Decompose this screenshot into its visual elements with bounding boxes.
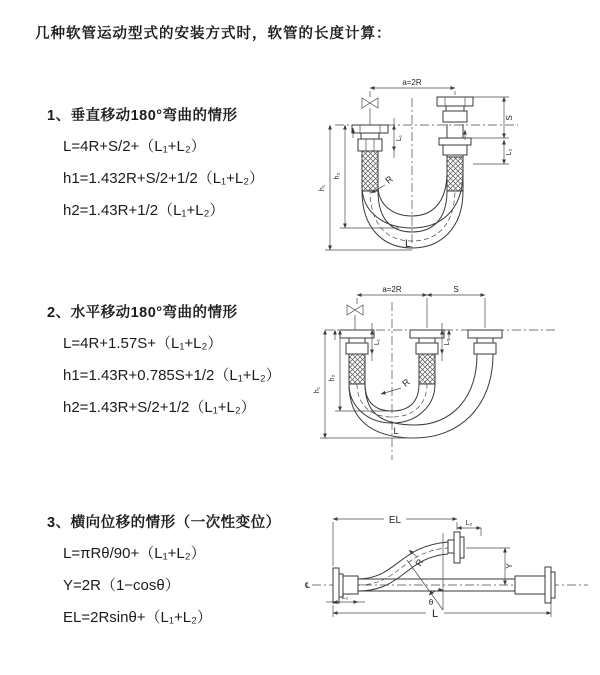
section-2-heading: 2、水平移动180°弯曲的情形 — [47, 305, 238, 321]
dim-label-h1: h₁ — [314, 386, 321, 394]
angle-label-theta: θ — [428, 598, 434, 607]
diagram-lateral-displacement — [300, 505, 595, 660]
formula-L: L=4R+1.57S+（L₁+L₂） — [63, 335, 223, 352]
dim-label-r: R — [413, 557, 426, 568]
right-flange-straight — [515, 567, 555, 603]
angle-construction — [407, 533, 443, 610]
dim-label-r: R — [400, 376, 412, 389]
dimension-l1 — [326, 594, 365, 602]
formula-h1: h1=1.43R+0.785S+1/2（L₁+L₂） — [63, 367, 281, 384]
dim-label-s: S — [505, 115, 514, 121]
dim-label-l2: L₂ — [444, 338, 451, 346]
middle-flange-assembly — [410, 330, 444, 384]
formula-h2: h2=1.43R+1/2（L₁+L₂） — [63, 202, 225, 219]
section-vertical-movement — [47, 104, 327, 233]
left-flange-assembly — [340, 330, 374, 384]
dim-label-a2r: a=2R — [402, 78, 422, 87]
dimension-l2 — [473, 140, 513, 164]
dim-label-l2: L₂ — [465, 520, 473, 527]
centerline-symbol: ℄ — [305, 581, 311, 590]
dim-label-y: Y — [505, 563, 514, 569]
section-1-heading: 1、垂直移动180°弯曲的情形 — [47, 108, 238, 124]
dim-label-s: S — [453, 285, 459, 294]
dim-label-a2r: a=2R — [382, 285, 402, 294]
braided-hose-section — [419, 354, 435, 384]
dimension-l1 — [394, 118, 403, 158]
page-title: 几种软管运动型式的安装方式时，软管的长度计算： — [35, 26, 392, 42]
dim-label-h2: h₂ — [329, 374, 336, 382]
dim-label-l: L — [393, 426, 399, 436]
formula-L: L=πRθ/90+（L₁+L₂） — [63, 545, 206, 562]
dim-label-r: R — [383, 173, 395, 186]
dim-label-l: L — [404, 238, 412, 250]
formula-L: L=4R+S/2+（L₁+L₂） — [63, 138, 206, 155]
diagram-1-drawing — [313, 76, 568, 256]
diagram-vertical-u-bend — [313, 76, 568, 256]
dim-label-h2: h₂ — [334, 172, 341, 180]
dimension-l2 — [442, 323, 451, 361]
diagram-horizontal-u-bend — [310, 282, 570, 467]
dim-label-l1: L₁ — [396, 134, 403, 142]
valve-symbol — [347, 305, 363, 330]
braided-hose-section — [447, 157, 463, 191]
valve-symbol — [362, 98, 378, 125]
diagram-2-drawing — [310, 282, 570, 467]
dimension-l — [333, 603, 551, 620]
section-horizontal-movement — [47, 301, 327, 430]
left-flange-assembly — [352, 125, 388, 191]
right-flange-moved-position — [468, 330, 502, 354]
dimension-s — [471, 97, 514, 138]
dim-label-l1: L₁ — [374, 338, 381, 346]
dim-label-l: L — [431, 608, 439, 620]
hose-displaced-position — [358, 542, 448, 591]
formula-h1: h1=1.432R+S/2+1/2（L₁+L₂） — [63, 170, 265, 187]
radius-callout — [409, 550, 426, 568]
section-3-heading: 3、横向位移的情形（一次性变位） — [47, 515, 281, 531]
braided-hose-section — [349, 354, 365, 384]
dim-label-l1: L₁ — [341, 594, 349, 601]
diagram-3-drawing — [300, 505, 595, 660]
dimension-a-2r — [370, 78, 455, 97]
dimension-l2 — [457, 520, 481, 536]
formula-EL: EL=2Rsinθ+（L₁+L₂） — [63, 609, 212, 626]
radius-callout — [381, 376, 412, 394]
dim-label-h1: h₁ — [319, 184, 326, 192]
dim-label-l2: L₂ — [506, 148, 513, 156]
dimension-s — [427, 285, 485, 328]
right-flange-upper-position — [437, 97, 473, 122]
dimension-l1 — [372, 323, 381, 361]
dim-label-el: EL — [388, 515, 402, 526]
braided-hose-section — [362, 151, 378, 191]
right-flange-lower-position — [439, 138, 471, 191]
upper-flange-displaced — [448, 532, 464, 563]
formula-h2: h2=1.43R+S/2+1/2（L₁+L₂） — [63, 399, 256, 416]
dimension-el — [333, 515, 457, 566]
section-lateral-displacement — [47, 511, 327, 640]
formula-Y: Y=2R（1−cosθ） — [63, 577, 180, 594]
